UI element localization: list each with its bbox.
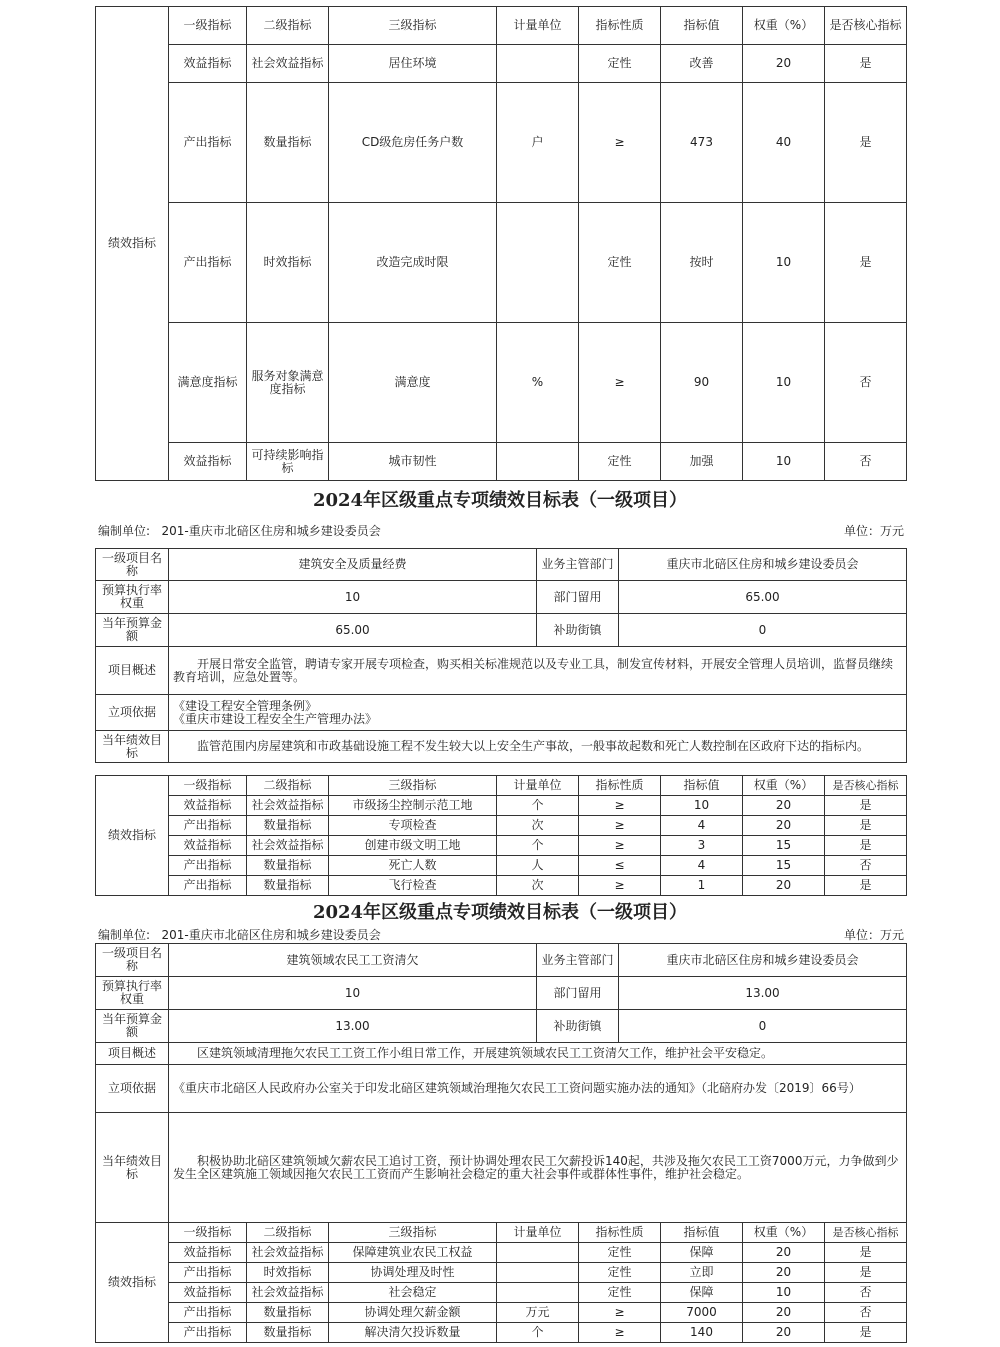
table-cell: 定性 bbox=[579, 443, 661, 481]
performance-goal: 积极协助北碚区建筑领域欠薪农民工追讨工资，预计协调处理农民工欠薪投诉140起，共涉及拖欠农民工工资7000万元，力争做到少发生全区建筑施工领域因拖欠农民工工资而产生影响社会稳定的重大社会事件或群体性事件，维护社会稳定。 bbox=[169, 1113, 907, 1223]
table-cell: 市级扬尘控制示范工地 bbox=[329, 796, 497, 816]
table-row bbox=[96, 443, 907, 481]
section1-title: 2024年区级重点专项绩效目标表（一级项目） bbox=[312, 490, 688, 511]
table-cell: 飞行检查 bbox=[329, 876, 497, 896]
table-cell: 20 bbox=[743, 1263, 825, 1283]
table-cell: 定性 bbox=[579, 203, 661, 323]
section1-indicator-table: 绩效指标 一级指标 二级指标 三级指标 计量单位 指标性质 指标值 权重（%） 是否核心指标 效益指标 社会效益指标 市级扬尘控制示范工地 个 ≥ 10 20 是 产出指标 数量指标 专项检查 次 ≥ 4 20 是 效益指标 社会效益指标 创建市级文明工地 个 ≥ 3 15 是 产出指标 数量指标 死亡人数 人 ≤ 4 15 否 产出指标 数量指标 飞行检查 次 ≥ 1 20 是 bbox=[95, 775, 907, 896]
table-cell: 产出指标 bbox=[169, 83, 247, 203]
table-cell: 是 bbox=[825, 45, 907, 83]
table-cell: 户 bbox=[497, 83, 579, 203]
table-cell: 否 bbox=[825, 443, 907, 481]
table-cell: 数量指标 bbox=[247, 1323, 329, 1343]
table-cell: 死亡人数 bbox=[329, 856, 497, 876]
table-cell: 解决清欠投诉数量 bbox=[329, 1323, 497, 1343]
table-cell: 产出指标 bbox=[169, 1263, 247, 1283]
table-cell: ≤ bbox=[579, 856, 661, 876]
table-cell: 是 bbox=[825, 1243, 907, 1263]
table-cell: 可持续影响指标 bbox=[247, 443, 329, 481]
table-cell: 20 bbox=[743, 1243, 825, 1263]
table-row bbox=[96, 1243, 907, 1263]
table-cell: 个 bbox=[497, 796, 579, 816]
table-cell: 协调处理及时性 bbox=[329, 1263, 497, 1283]
table-cell: 效益指标 bbox=[169, 45, 247, 83]
table-cell: 20 bbox=[743, 45, 825, 83]
table-cell: 是 bbox=[825, 1323, 907, 1343]
table-cell: 产出指标 bbox=[169, 856, 247, 876]
table-cell: 社会效益指标 bbox=[247, 796, 329, 816]
table-cell: 效益指标 bbox=[169, 836, 247, 856]
section2-title: 2024年区级重点专项绩效目标表（一级项目） bbox=[312, 902, 688, 923]
table-cell: 20 bbox=[743, 796, 825, 816]
project-basis: 《重庆市北碚区人民政府办公室关于印发北碚区建筑领域治理拖欠农民工工资问题实施办法的通知》（北碚府办发〔2019〕66号） bbox=[169, 1065, 907, 1113]
table-cell: 时效指标 bbox=[247, 1263, 329, 1283]
table-cell: 数量指标 bbox=[247, 876, 329, 896]
table-cell: 7000 bbox=[661, 1303, 743, 1323]
table-cell: 产出指标 bbox=[169, 816, 247, 836]
table-cell: 否 bbox=[825, 1303, 907, 1323]
table-cell: 服务对象满意度指标 bbox=[247, 323, 329, 443]
col-header: 指标值 bbox=[661, 7, 743, 45]
table-cell: ≥ bbox=[579, 876, 661, 896]
table-cell: 居住环境 bbox=[329, 45, 497, 83]
table-cell: ≥ bbox=[579, 323, 661, 443]
table-cell: 改善 bbox=[661, 45, 743, 83]
table-cell: 数量指标 bbox=[247, 816, 329, 836]
table-cell: 是 bbox=[825, 1263, 907, 1283]
table-cell: 改造完成时限 bbox=[329, 203, 497, 323]
table-cell: CD级危房任务户数 bbox=[329, 83, 497, 203]
table-cell: 定性 bbox=[579, 45, 661, 83]
table-row bbox=[96, 836, 907, 856]
section1-info-table: 一级项目名称 建筑安全及质量经费 业务主管部门 重庆市北碚区住房和城乡建设委员会 预算执行率权重 10 部门留用 65.00 当年预算金额 65.00 补助街镇 0 项目概述 开展日常安全监管，聘请专家开展专项检查，购买相关标准规范以及专业工具，制发宣传材料，开展安全管理人员培训，监督员继续教育培训，应急处置等。 立项依据 《建设工程安全管理条例》 《重庆市建设工程安全生产管理办法》 当年绩效目标 监管范围内房屋建筑和市政基础设施工程不发生较大以上安全生产事故，一般事故起数和死亡人数控制在区政府下达的指标内。 bbox=[95, 548, 907, 763]
table-cell: 是 bbox=[825, 83, 907, 203]
table-cell: 社会效益指标 bbox=[247, 836, 329, 856]
top-indicator-table bbox=[95, 6, 907, 481]
col-header: 指标性质 bbox=[579, 7, 661, 45]
table-cell: 20 bbox=[743, 876, 825, 896]
table-cell: 效益指标 bbox=[169, 443, 247, 481]
table-row bbox=[96, 796, 907, 816]
table-cell: ≥ bbox=[579, 1323, 661, 1343]
table-cell: 否 bbox=[825, 323, 907, 443]
table-cell: 20 bbox=[743, 816, 825, 836]
table-cell: ≥ bbox=[579, 83, 661, 203]
table-row bbox=[96, 856, 907, 876]
table-cell: 是 bbox=[825, 876, 907, 896]
table-cell: 个 bbox=[497, 1323, 579, 1343]
table-cell: 效益指标 bbox=[169, 1243, 247, 1263]
table-cell: 1 bbox=[661, 876, 743, 896]
table-cell: ≥ bbox=[579, 836, 661, 856]
col-header: 一级指标 bbox=[169, 7, 247, 45]
group-label: 绩效指标 bbox=[96, 1223, 169, 1343]
table-cell: 创建市级文明工地 bbox=[329, 836, 497, 856]
table-row bbox=[96, 1283, 907, 1303]
table-cell: 15 bbox=[743, 856, 825, 876]
table-cell: 保障 bbox=[661, 1243, 743, 1263]
table-cell: 定性 bbox=[579, 1283, 661, 1303]
table-cell: 是 bbox=[825, 203, 907, 323]
table-cell: 满意度指标 bbox=[169, 323, 247, 443]
table-cell: 社会效益指标 bbox=[247, 1243, 329, 1263]
table-cell: 20 bbox=[743, 1323, 825, 1343]
table-cell: ≥ bbox=[579, 796, 661, 816]
table-cell: ≥ bbox=[579, 1303, 661, 1323]
table-cell: 3 bbox=[661, 836, 743, 856]
table-cell: 产出指标 bbox=[169, 876, 247, 896]
table-cell: 产出指标 bbox=[169, 1323, 247, 1343]
table-cell: 10 bbox=[743, 203, 825, 323]
section1-unit: 单位：万元 bbox=[843, 524, 904, 538]
table-cell: 10 bbox=[661, 796, 743, 816]
table-cell: 保障建筑业农民工权益 bbox=[329, 1243, 497, 1263]
table-row bbox=[96, 323, 907, 443]
project-overview: 开展日常安全监管，聘请专家开展专项检查，购买相关标准规范以及专业工具，制发宣传材料，开展安全管理人员培训，监督员继续教育培训，应急处置等。 bbox=[169, 647, 907, 695]
table-row bbox=[96, 203, 907, 323]
table-cell: 次 bbox=[497, 876, 579, 896]
table-cell: 效益指标 bbox=[169, 1283, 247, 1303]
table-cell: % bbox=[497, 323, 579, 443]
table-cell bbox=[497, 1263, 579, 1283]
table-cell: 90 bbox=[661, 323, 743, 443]
section2-indicator-table: 绩效指标 一级指标 二级指标 三级指标 计量单位 指标性质 指标值 权重（%） 是否核心指标 效益指标 社会效益指标 保障建筑业农民工权益 定性 保障 20 是 产出指标 时效指标 协调处理及时性 定性 立即 20 是 效益指标 社会效益指标 社会稳定 定性 保障 10 否 产出指标 数量指标 协调处理欠薪金额 万元 ≥ 7000 20 否 产出指标 数量指标 解决清欠投诉数量 个 ≥ 140 20 是 bbox=[95, 1222, 907, 1343]
table-cell: 40 bbox=[743, 83, 825, 203]
table-cell: 10 bbox=[743, 1283, 825, 1303]
table-row bbox=[96, 45, 907, 83]
table-cell: 数量指标 bbox=[247, 1303, 329, 1323]
table-cell: 数量指标 bbox=[247, 83, 329, 203]
table-cell: 产出指标 bbox=[169, 203, 247, 323]
section1-compiler: 编制单位: 201-重庆市北碚区住房和城乡建设委员会 bbox=[98, 524, 381, 538]
table-cell: 是 bbox=[825, 796, 907, 816]
table-row bbox=[96, 1263, 907, 1283]
section2-unit: 单位：万元 bbox=[843, 928, 904, 942]
table-cell: 城市韧性 bbox=[329, 443, 497, 481]
table-cell: 万元 bbox=[497, 1303, 579, 1323]
table-cell bbox=[497, 203, 579, 323]
table-cell: 加强 bbox=[661, 443, 743, 481]
table-cell: 产出指标 bbox=[169, 1303, 247, 1323]
table-cell bbox=[497, 1283, 579, 1303]
table-cell: 专项检查 bbox=[329, 816, 497, 836]
table-cell: 15 bbox=[743, 836, 825, 856]
table-cell: 个 bbox=[497, 836, 579, 856]
table-row bbox=[96, 876, 907, 896]
table-cell: ≥ bbox=[579, 816, 661, 836]
col-header: 计量单位 bbox=[497, 7, 579, 45]
table-cell: 数量指标 bbox=[247, 856, 329, 876]
table-cell: 社会效益指标 bbox=[247, 1283, 329, 1303]
table-cell: 人 bbox=[497, 856, 579, 876]
col-header: 权重（%） bbox=[743, 7, 825, 45]
table-cell: 4 bbox=[661, 856, 743, 876]
project-basis: 《建设工程安全管理条例》 《重庆市建设工程安全生产管理办法》 bbox=[169, 695, 907, 731]
table-cell: 保障 bbox=[661, 1283, 743, 1303]
project-overview: 区建筑领域清理拖欠农民工工资工作小组日常工作，开展建筑领域农民工工资清欠工作，维护社会平安稳定。 bbox=[169, 1043, 907, 1065]
table-row bbox=[96, 83, 907, 203]
table-cell: 社会稳定 bbox=[329, 1283, 497, 1303]
table-cell bbox=[497, 443, 579, 481]
section2-info-table: 一级项目名称 建筑领域农民工工资清欠 业务主管部门 重庆市北碚区住房和城乡建设委员会 预算执行率权重 10 部门留用 13.00 当年预算金额 13.00 补助街镇 0 项目概述 区建筑领域清理拖欠农民工工资工作小组日常工作，开展建筑领域农民工工资清欠工作，维护社会平安稳定。 立项依据 《重庆市北碚区人民政府办公室关于印发北碚区建筑领域治理拖欠农民工工资问题实施办法的通知》（北碚府办发〔2019〕66号） 当年绩效目标 积极协助北碚区建筑领域欠薪农民工追讨工资，预计协调处理农民工欠薪投诉140起，共涉及拖欠农民工工资7000万元，力争做到少发生全区建筑施工领域因拖欠农民工工资而产生影响社会稳定的重大社会事件或群体性事件，维护社会稳定。 bbox=[95, 943, 907, 1223]
group-label: 绩效指标 bbox=[96, 776, 169, 896]
table-cell: 是 bbox=[825, 816, 907, 836]
table-row bbox=[96, 816, 907, 836]
table-cell: 否 bbox=[825, 856, 907, 876]
table-cell: 4 bbox=[661, 816, 743, 836]
col-header: 是否核心指标 bbox=[825, 7, 907, 45]
section2-compiler: 编制单位: 201-重庆市北碚区住房和城乡建设委员会 bbox=[98, 928, 381, 942]
group-label: 绩效指标 bbox=[96, 7, 169, 481]
table-cell: 次 bbox=[497, 816, 579, 836]
table-cell: 10 bbox=[743, 443, 825, 481]
table-cell: 否 bbox=[825, 1283, 907, 1303]
table-cell: 时效指标 bbox=[247, 203, 329, 323]
table-cell bbox=[497, 45, 579, 83]
table-cell: 协调处理欠薪金额 bbox=[329, 1303, 497, 1323]
table-cell: 473 bbox=[661, 83, 743, 203]
table-cell: 是 bbox=[825, 836, 907, 856]
table-cell: 按时 bbox=[661, 203, 743, 323]
table-cell: 效益指标 bbox=[169, 796, 247, 816]
table-cell: 20 bbox=[743, 1303, 825, 1323]
col-header: 二级指标 bbox=[247, 7, 329, 45]
table-cell: 社会效益指标 bbox=[247, 45, 329, 83]
table-cell: 定性 bbox=[579, 1243, 661, 1263]
table-row bbox=[96, 1323, 907, 1343]
table-cell: 140 bbox=[661, 1323, 743, 1343]
performance-goal: 监管范围内房屋建筑和市政基础设施工程不发生较大以上安全生产事故，一般事故起数和死亡人数控制在区政府下达的指标内。 bbox=[169, 731, 907, 763]
table-cell: 立即 bbox=[661, 1263, 743, 1283]
table-row bbox=[96, 1303, 907, 1323]
table-cell: 定性 bbox=[579, 1263, 661, 1283]
col-header: 三级指标 bbox=[329, 7, 497, 45]
table-cell: 满意度 bbox=[329, 323, 497, 443]
table-cell bbox=[497, 1243, 579, 1263]
table-cell: 10 bbox=[743, 323, 825, 443]
